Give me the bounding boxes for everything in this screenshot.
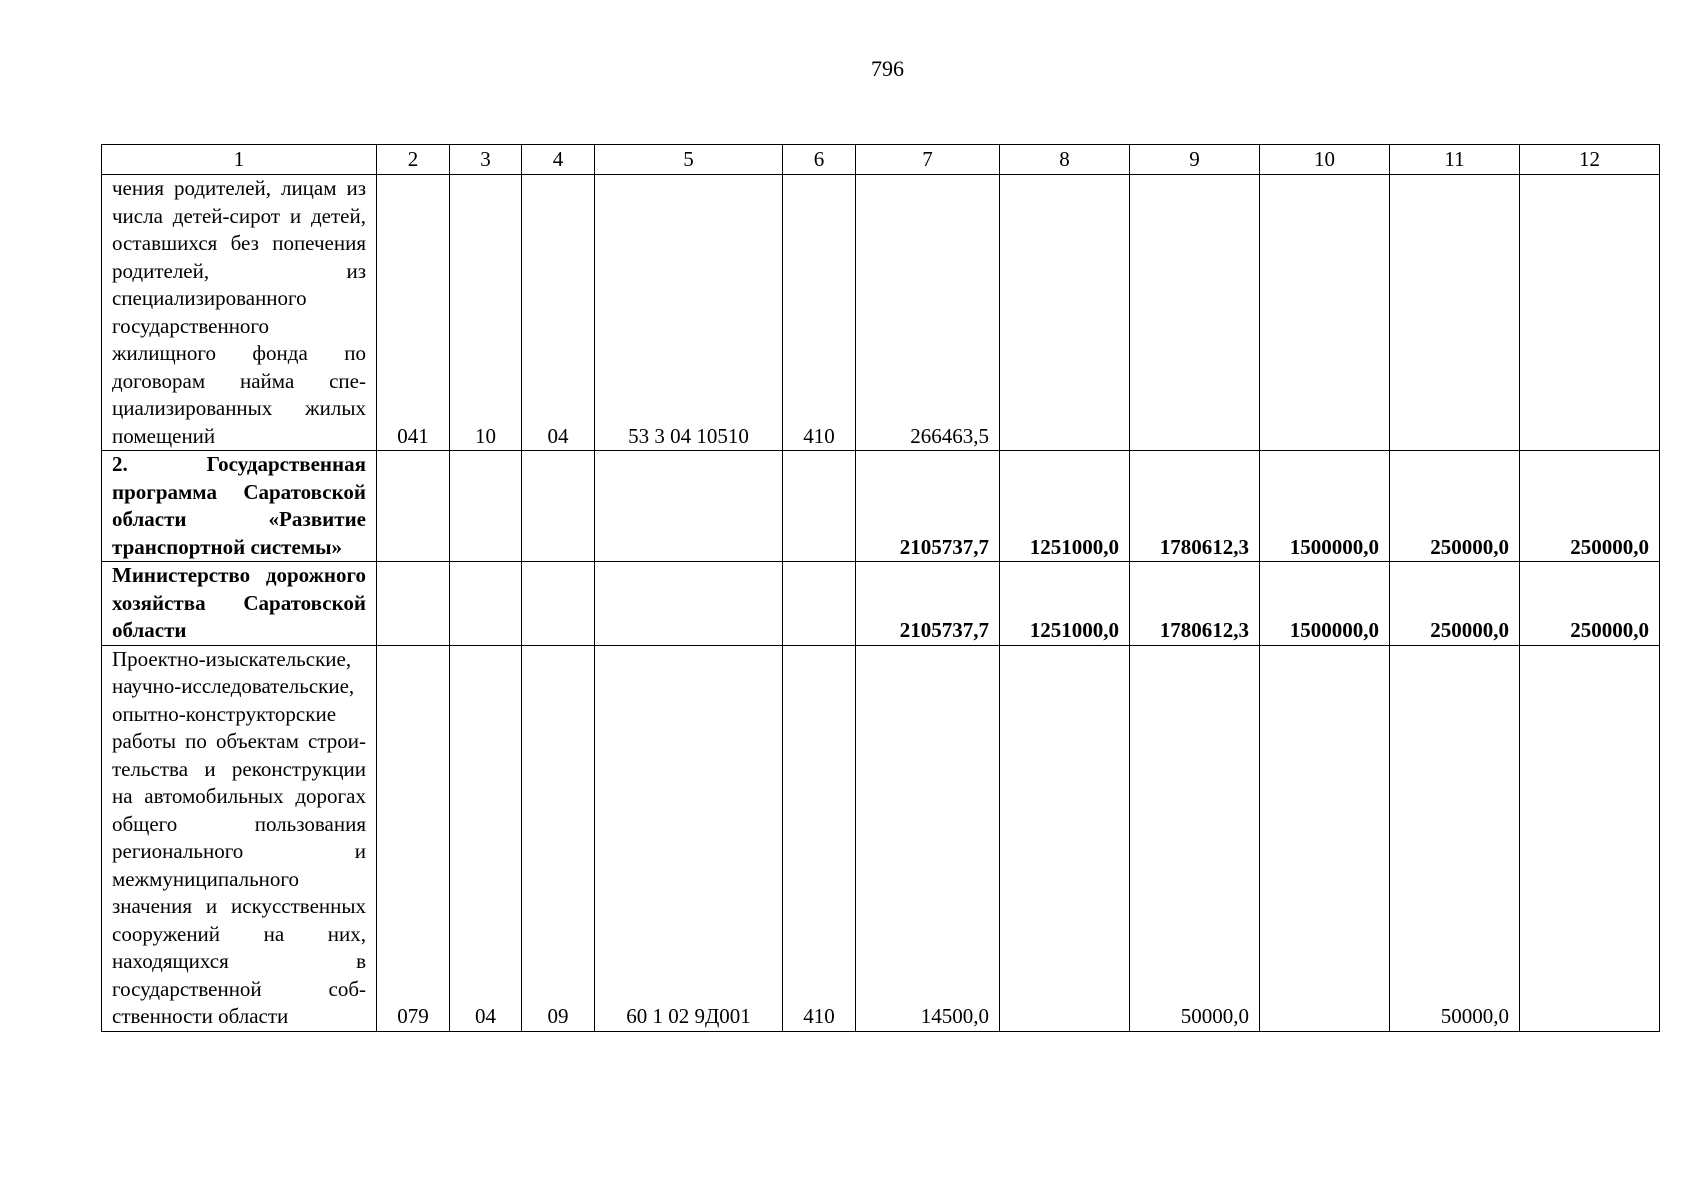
cell-col10: 1500000,0 <box>1260 451 1390 562</box>
cell-col5: 53 3 04 10510 <box>595 175 783 451</box>
cell-col3: 10 <box>450 175 522 451</box>
cell-col4 <box>522 562 595 646</box>
cell-col4: 09 <box>522 645 595 1031</box>
cell-col2: 041 <box>377 175 450 451</box>
table-row <box>102 562 1660 646</box>
cell-col12 <box>1520 645 1660 1031</box>
row-name: Министерство дорожного хозяйства Саратовской области <box>102 562 377 646</box>
cell-col2 <box>377 562 450 646</box>
cell-col7: 2105737,7 <box>856 562 1000 646</box>
column-header-8: 8 <box>1000 145 1130 175</box>
column-header-4: 4 <box>522 145 595 175</box>
table-row <box>102 175 1660 451</box>
header-row <box>102 145 1660 175</box>
cell-col3 <box>450 562 522 646</box>
column-header-2: 2 <box>377 145 450 175</box>
cell-col11: 50000,0 <box>1390 645 1520 1031</box>
cell-col3: 04 <box>450 645 522 1031</box>
column-header-6: 6 <box>783 145 856 175</box>
column-header-5: 5 <box>595 145 783 175</box>
cell-col8: 1251000,0 <box>1000 451 1130 562</box>
cell-col9 <box>1130 175 1260 451</box>
cell-col8 <box>1000 175 1130 451</box>
cell-col7: 266463,5 <box>856 175 1000 451</box>
table-row <box>102 645 1660 1031</box>
cell-col10 <box>1260 645 1390 1031</box>
cell-col7: 2105737,7 <box>856 451 1000 562</box>
cell-col11 <box>1390 175 1520 451</box>
cell-col5 <box>595 562 783 646</box>
cell-col8: 1251000,0 <box>1000 562 1130 646</box>
column-header-3: 3 <box>450 145 522 175</box>
column-header-11: 11 <box>1390 145 1520 175</box>
cell-col12: 250000,0 <box>1520 562 1660 646</box>
cell-col6 <box>783 562 856 646</box>
table-row <box>102 451 1660 562</box>
cell-col9: 50000,0 <box>1130 645 1260 1031</box>
cell-col11: 250000,0 <box>1390 562 1520 646</box>
row-name: Проектно-изыскательские, научно-исследовательские, опытно-конструкторские работы по объектам строительства и реконструкции на автомобильных дорогах общего пользования регионального и межмуниципального значения и искусственных сооружений на них, находящихся в государственной собственности области <box>102 645 377 1031</box>
cell-col10 <box>1260 175 1390 451</box>
cell-col7: 14500,0 <box>856 645 1000 1031</box>
column-header-7: 7 <box>856 145 1000 175</box>
column-header-12: 12 <box>1520 145 1660 175</box>
column-header-9: 9 <box>1130 145 1260 175</box>
cell-col4 <box>522 451 595 562</box>
cell-col3 <box>450 451 522 562</box>
cell-col2 <box>377 451 450 562</box>
cell-col4: 04 <box>522 175 595 451</box>
cell-col6: 410 <box>783 175 856 451</box>
cell-col12 <box>1520 175 1660 451</box>
cell-col10: 1500000,0 <box>1260 562 1390 646</box>
cell-col12: 250000,0 <box>1520 451 1660 562</box>
cell-col6 <box>783 451 856 562</box>
cell-col2: 079 <box>377 645 450 1031</box>
page-number: 796 <box>871 56 904 81</box>
row-name: 2. Государственная программа Саратовской области «Развитие транспортной системы» <box>102 451 377 562</box>
cell-col6: 410 <box>783 645 856 1031</box>
cell-col5 <box>595 451 783 562</box>
budget-table <box>101 144 1660 1032</box>
column-header-1: 1 <box>102 145 377 175</box>
column-header-10: 10 <box>1260 145 1390 175</box>
cell-col8 <box>1000 645 1130 1031</box>
row-name: чения родителей, лицам из числа детей-сирот и детей, оставшихся без попечения родителей, из специализированного государственного жилищного фонда по договорам найма специализированных жилых помещений <box>102 175 377 451</box>
cell-col5: 60 1 02 9Д001 <box>595 645 783 1031</box>
cell-col11: 250000,0 <box>1390 451 1520 562</box>
cell-col9: 1780612,3 <box>1130 451 1260 562</box>
cell-col9: 1780612,3 <box>1130 562 1260 646</box>
